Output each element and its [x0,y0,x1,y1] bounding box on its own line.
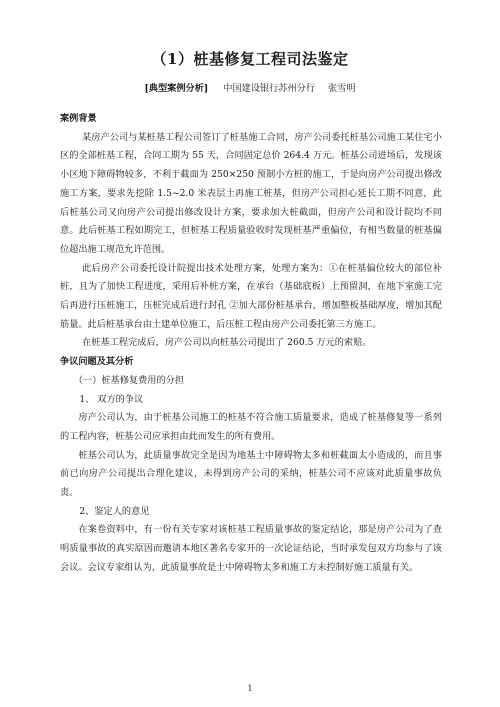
section-heading-dispute: 争议问题及其分析 [60,356,134,368]
paragraph: 在案卷资料中，有一份有关专家对该桩基工程质量事故的鉴定结论，那是房产公司为了查明质量事故的真实原因而邀请本地区著名专家开的一次论证结论，当时承发包双方均参与了该会议。会议专家组认为，此质量事故是土中障碍物太多和施工方未控制好施工质量有关。 [60,524,442,573]
paragraph: 此后房产公司委托设计院提出技术处理方案，处理方案为：①在桩基偏位较大的部位补桩，且为了加快工程进度，采用后补桩方案，在承台（基础底板）上预留洞，在地下室施工完后再进行压桩施工，压桩完成后进行封孔 ②加大部份桩基承台，增加整板基础厚度，增加其配筋量。此后桩基承台由土建单位施工，后压桩工程由房产公司委托第三方施工。 [60,262,442,330]
byline [0,80,500,94]
document-title: （1）桩基修复工程司法鉴定 [151,50,349,68]
subsection-heading: （一）桩基修复费用的分担 [73,374,185,386]
paragraph: 在桩基工程完成后，房产公司以向桩基公司提出了 260.5 万元的索赔。 [82,337,372,349]
paragraph: 房产公司认为，由于桩基公司施工的桩基不符合施工质量要求，造成了桩基修复等一系列的工程内容，桩基公司应承担由此而发生的所有费用。 [60,412,442,442]
case-type-tag: [典型案例分析] [144,83,209,94]
numbered-heading: 1、 双方的争议 [79,393,144,405]
document-body [60,110,442,578]
page-number: 1 [247,684,253,693]
paragraph: 桩基公司认为，此质量事故完全是因为地基土中障碍物太多和桩截面太小造成的，而且事前已向房产公司提出合理化建议，未得到房产公司的采纳，桩基公司不应该对此质量事故负责。 [60,449,442,499]
paragraph: 某房产公司与某桩基工程公司签订了桩基施工合同，房产公司委托桩基公司施工某住宅小区的全部桩基工程，合同工期为 55 天，合同固定总价 264.4 万元。桩基公司进场后，发现该小区地下障碍物较多，不利于截面为 250×250 预制小方桩的施工，于是向房产公司提出修改施工方案，要求先挖除 1.5~2.0 米表层土再施工桩基，但房产公司担心延长工期不同意，此后桩基公司又向房产公司提出修改设计方案，要求加大桩截面，但房产公司和设计院均不同意。此后桩基工程如期完工，但桩基工程质量验收时发现桩基严重偏位，有相当数量的桩基偏位超出施工规范允许范围。 [60,131,442,255]
author-name: 张雪明 [327,83,356,94]
numbered-heading: 2、鉴定人的意见 [79,505,150,517]
author-organization: 中国建设银行苏州分行 [223,83,316,94]
section-heading-background: 案例背景 [60,113,97,124]
